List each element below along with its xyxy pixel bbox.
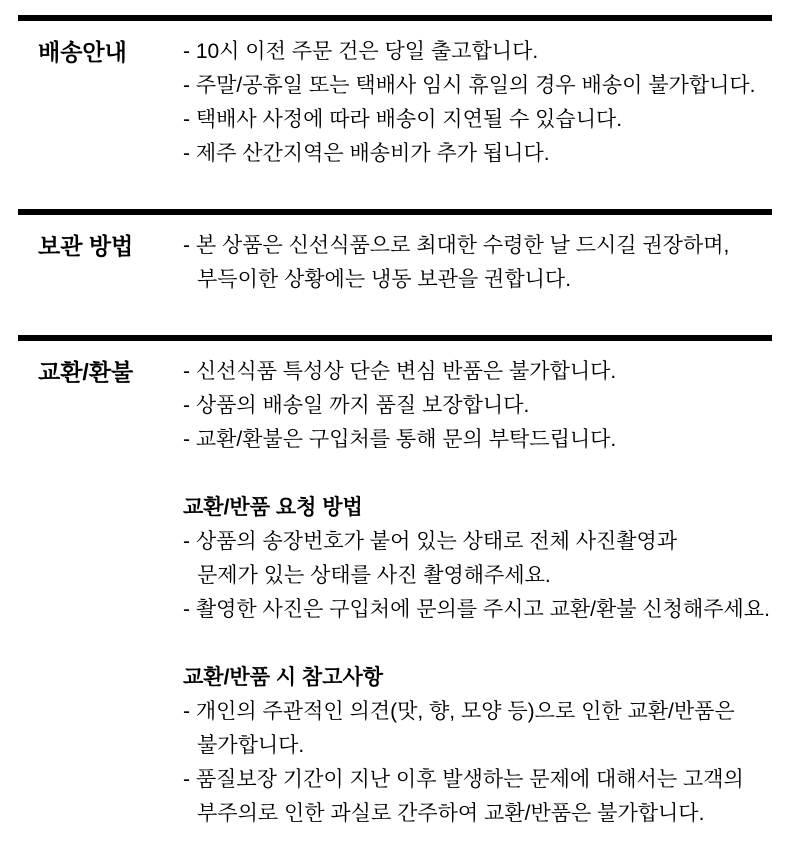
section-heading: 배송안내 (38, 39, 127, 65)
policy-line: - 10시 이전 주문 건은 당일 출고합니다. (183, 40, 539, 63)
policy-line-continuation: 불가합니다. (197, 734, 305, 757)
policy-line-continuation: 부득이한 상황에는 냉동 보관을 권합니다. (197, 268, 572, 291)
section-body (18, 215, 772, 335)
section-body (18, 21, 772, 209)
policy-line: - 상품의 배송일 까지 품질 보장합니다. (183, 394, 530, 417)
section-shipping-info (18, 15, 772, 209)
section-storage-method (18, 209, 772, 335)
policy-line: - 촬영한 사진은 구입처에 문의를 주시고 교환/환불 신청해주세요. (183, 598, 770, 621)
policy-line: - 신선식품 특성상 단순 변심 반품은 불가합니다. (183, 360, 617, 383)
policy-line: - 택배사 사정에 따라 배송이 지연될 수 있습니다. (183, 108, 623, 131)
policy-line: - 품질보장 기간이 지난 이후 발생하는 문제에 대해서는 고객의 (183, 768, 744, 791)
policy-line-continuation: 문제가 있는 상태를 사진 촬영해주세요. (197, 564, 551, 587)
section-body (18, 341, 772, 831)
policy-subheading: 교환/반품 요청 방법 (183, 496, 363, 519)
policy-block (183, 229, 772, 297)
policy-line: - 주말/공휴일 또는 택배사 임시 휴일의 경우 배송이 불가합니다. (183, 74, 756, 97)
section-heading: 교환/환불 (38, 359, 134, 385)
policy-line-continuation: 부주의로 인한 과실로 간주하여 교환/반품은 불가합니다. (197, 802, 705, 825)
policy-block (183, 355, 772, 457)
policy-line: - 제주 산간지역은 배송비가 추가 됩니다. (183, 142, 550, 165)
section-exchange-refund (18, 335, 772, 831)
policy-line: - 교환/환불은 구입처를 통해 문의 부탁드립니다. (183, 428, 617, 451)
policy-block (183, 35, 772, 171)
section-content (183, 35, 772, 171)
policy-line: - 본 상품은 신선식품으로 최대한 수령한 날 드시길 권장하며, (183, 234, 730, 257)
policy-line: - 상품의 송장번호가 붙어 있는 상태로 전체 사진촬영과 (183, 530, 678, 553)
section-content (183, 355, 772, 831)
section-heading: 보관 방법 (38, 233, 134, 259)
policy-block-request-method (183, 491, 772, 627)
policy-block-notes (183, 661, 772, 831)
section-content (183, 229, 772, 297)
policy-line: - 개인의 주관적인 의견(맛, 향, 모양 등)으로 인한 교환/반품은 (183, 700, 735, 723)
policy-subheading: 교환/반품 시 참고사항 (183, 666, 384, 689)
